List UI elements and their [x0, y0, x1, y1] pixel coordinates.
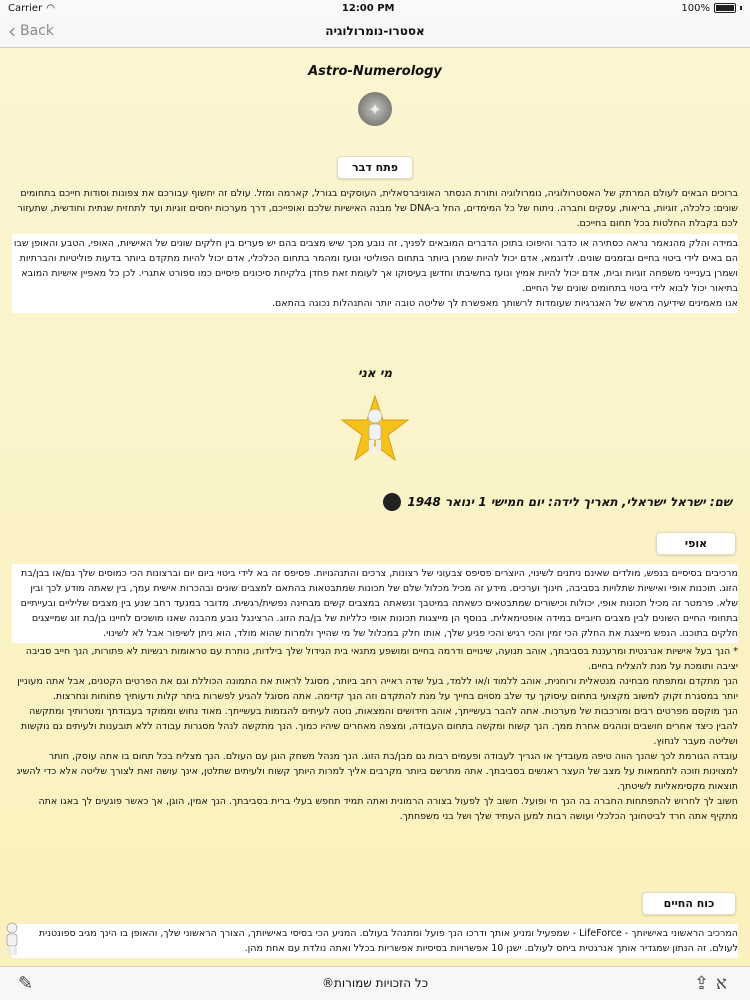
battery-percent: 100%: [681, 2, 710, 14]
pen-icon[interactable]: ✎: [18, 973, 34, 994]
font-size-glyph: א: [716, 973, 727, 994]
character-paragraph: מרכיבים בסיסיים בנפש, מולדים שאינם ניתנים לשינוי, היוצרים פסיפס צבעוני של רצונות, צרכים והתנהגויות. פסיפס זה בא לידי ביטוי ביום יום וברצונות הכי כמוסים שלך גם/או בבן/בת הזוג. תוכנות אופי ואישיות שתלויות בסביבה, חינוך וערכים. מידע זה מכיל מכלול שלם של תכונות שמתבטאות בהתאם למצבים שונים ובהכרות אישית עמך, בין שאתה מודע לכך ובין שלא. פרמטר זה מכיל תכונות אופי, יכולות וכישורים שמתבטאים כשאתה במיטבך ונשאתה במצבים קשים מבחינה נפשית/רגשית. מדובר במנעד רחב שנע בין מצבים שליליים ובעייתיים בתחומי החיים השונים לבין מצבים חיוביים במידה אופטימאלית. בנוסף הן מייצגות תכונות אופי כלליות של בן/בת הזוג. הרצינגל נובע מהבנה שאנו מושכים לחיינו בן/בת זוג שמייצגים חלקים בתוכנו. הנפש מייצגת את החלק הכי זמין והכי רגיש והכי פגיע שלך, אותו חלק במכלול של מי שהייך ולמרות שהוא מולד, הוא ניתן לשיפור אבל לא לשינוי.: [20, 568, 738, 639]
character-button[interactable]: אופי: [656, 532, 736, 555]
share-icon[interactable]: ⇪: [694, 973, 710, 994]
content-scroll-area[interactable]: [0, 48, 750, 966]
person-name-line: [383, 493, 732, 511]
intro-button[interactable]: פתח דבר: [337, 156, 413, 179]
life-force-button[interactable]: כוח החיים: [642, 892, 736, 915]
intro-text-continued: [12, 234, 738, 313]
carrier-label: Carrier: [8, 2, 43, 14]
profile-head-icon: [383, 493, 401, 511]
chevron-left-icon: ‹: [8, 19, 16, 43]
battery-nub: [740, 6, 742, 10]
status-bar: [0, 0, 750, 16]
carrier-area: [8, 3, 55, 14]
app-title: Astro-Numerology: [308, 64, 442, 79]
star-figure-icon: [340, 394, 410, 464]
status-time: 12:00 PM: [341, 2, 395, 14]
intro-text: [12, 186, 738, 231]
bottom-toolbar: [0, 966, 750, 1000]
character-detail: * הנך בעל אישיות אנרגטית ומרעננת בסביבתך, אוהב תנועה, שינויים ודרמה בחיים ומושפע מתנאי בית הגידול שלך בילדות, נותרת עם טראומות רגשיות לא פתורות, הנך חייב סביבה יציבה ותומכת על מנת להצליח בחיים.: [25, 646, 738, 672]
character-details: [12, 644, 738, 824]
intro-paragraph: במידה והלק מהנאמר נראה כסתירה או כדבר והיפוכו בתוכן הדברים המובאים לפניך, זה נובע מכך שיש מצבים בהם יש פערים בין חלקים שונים של האישיות, האופי, הטבע והאופן שבו הם באים לידי ביטוי בחיים ובזמנים שונים. לדוגמא, אדם יכול להיות שמרן ביותר בתחום הפוליטי ונועז ומהמר בתחום הכלכלי, אדם יכול להיות מתקדם ביותר בדעות פוליטיות והברתיות ושמרן בעניייני משפחה זוגיות ובית, אדם יכול להיות אמיץ ונועז בחשיבתו וחדשן בעיסוקו אך לעומת זאת פחדן בלקיחת סיכונים פיסיים כמו ספורט אתגרי. לכן כל מאפיין אישיות המובא בתיאור יכול לבוא לידי ביטוי בתחומים שונים של החיים.: [13, 238, 738, 294]
navigation-bar: [0, 16, 750, 48]
character-detail: חשוב לך לחרוש להתפתחות החברה בה הנך חי ופועל. חשוב לך לפעול בצורה הרמונית ואתה תמיד תחפש בעלי ברית בסביבתך. הנך אמין, הוגן, אך כאשר פוגעים לך באגו אתה מתקיף אתה חרד לביטחונך הכלכלי ועושה רבות למען העתיד שלך ושל בני משפחתך.: [38, 796, 738, 822]
character-detail: הנך מוקסם מפרטים רבים ומורכבות של מערכות. אתה להבר בעשייתך, אוהב חידושים והמצאות, נוטה לעיתים להגזמות בעשייתך. מאוד נחוש וממוקד בעבודתך ומטרותיך ומתקשה להבין כיצד אחרים חושבים ונוהגים אחרת ממך. הנך קשוח ומקשה בתחום העבודה, ומצפה מאחרים שיהיו כמוך. הנך מתקשה לנהל מסגרות עבודה ללא תובענות ולעיתים גם נוקשות ושליטה מעבר לנחוץ.: [20, 706, 738, 747]
floating-figure-icon[interactable]: [2, 922, 22, 956]
battery-icon: [714, 3, 736, 13]
character-detail: עובדה הגורמת לכך שהנך הווה טיפה מעובדיך או הגריך לעבודה ופעמים רבות גם מבן/בת הזוג. הנך מנהל משחק הוגן עם העולם. הנך מצליח בכל תחום בו אתה עוסק, חותר למצוינות וזוכה לתחמאות על מצב של העצר ראנשים בסביבתך. אתה מתרשם ביותר מקרבים אליך למרות היותך קשוח ולעיתים שתלטן, אינך עושה זאת לצורך שליטה אלא כדי להשיג תוצאות מקסימאליות לשיטתך.: [16, 751, 738, 792]
character-detail: הנך מתקדם ומתפתח מבחינה מנטאלית ורוחנית, אוהב ללמוד ו/או ללמד, בעל שדה ראייה רחב ביותר, מסוגל לראות את התמונה הכוללת וגם את הפרטים הקטנים, אבל אתה מעוניין יותר במסגרת זקוק למשוב מקצועי בתחום עיסוקך עד שלב מסוים בחייך על מנת להתקדם וזה הנך קדימה. אתה מסוגל להגיע לפשרות ביתר קלות ודעותיך פתוחות ונחרצות.: [17, 676, 738, 702]
name-text: שם: ישראל ישראלי, תאריך לידה: יום חמישי 1 ינואר 1948: [407, 495, 732, 509]
copyright-text: כל הזכויות שמורות®: [321, 976, 429, 990]
font-size-icon[interactable]: [716, 973, 727, 994]
character-text: [12, 564, 738, 643]
back-label: Back: [20, 23, 54, 39]
life-force-paragraph: המרכיב הראשוני באישיותך - LifeForce - שמפעיל ומניע אותך ודרכו הנך פועל ומתנהל בעולם. המניע הכי בסיסי באישיותך, הצורך הראשוני שלך, והאופן בו הינך מגיב ספונטנית לעולם. זה הנתון שמגדיר אותך אנרגטית ביחס לעולם. ישנן 10 אפשרויות בסיסיות אפשריות בכלל ואתה נולדת עם אחת מהן.: [38, 928, 738, 954]
intro-paragraph: אנו מאמינים שידיעה מראש של האנרגיות שעומדות לרשותך מאפשרת לך שליטה טובה יותר והתנהלות נכונה בהתאם.: [271, 298, 738, 309]
page-title: אסטרו-נומרולוגיה: [325, 24, 425, 38]
wifi-icon: ◠: [46, 2, 55, 14]
intro-paragraph: ברוכים הבאים לעולם המרתק של האסטרולוגיה, נומרולוגיה ותורת הנסתר האוניברסאלית, העוסקים בגורל, קארמה ומזל. עולם זה יחשוף עבורכם את צפונות וסודות חייכם בתחומים שונים: כלכלה, זוגיות, בריאות, עסקים וחברה. ניתוח של כל המימדים, החל ב-DNA של מבנה האישיות שלכם ואופייכם, דרך מערכות יחסים זוגיות ועד לתחזית שנתית וחודשית, שתעזור לכם בקבלת החלטות בכל תחום בחייכם.: [17, 188, 738, 229]
battery-area: [681, 3, 742, 14]
who-am-i-heading: מי אני: [357, 366, 393, 380]
life-force-text: [12, 924, 738, 958]
vitruvian-man-icon: ✦: [358, 92, 392, 126]
